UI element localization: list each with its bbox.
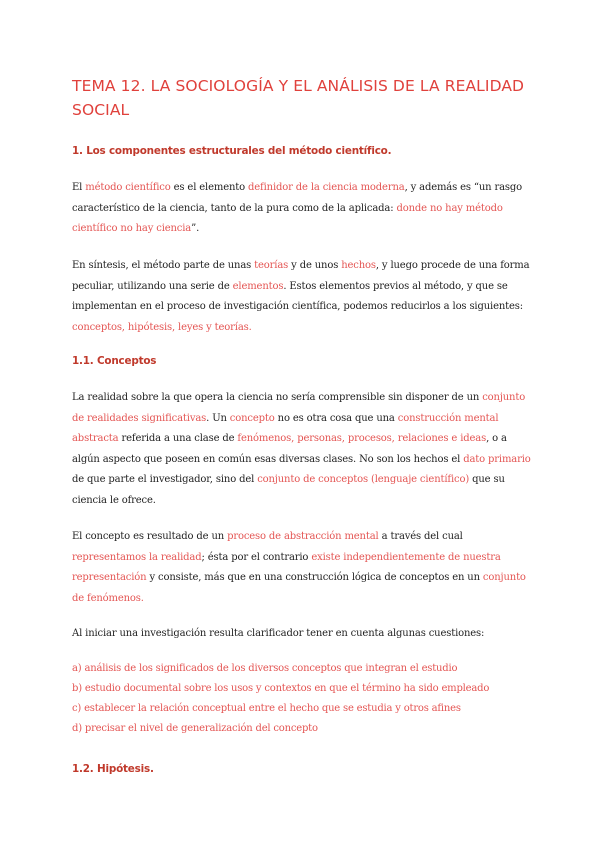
text-segment: de que parte el investigador, sino del — [72, 474, 258, 485]
text-segment: y consiste, más que en una construcción lógica de conceptos en un — [146, 572, 483, 583]
list-item-b: b) estudio documental sobre los usos y contextos en que el término ha sido empleado — [72, 683, 490, 694]
text-segment: a través del cual — [378, 531, 463, 542]
section-1-1-paragraph-1 — [72, 388, 534, 511]
text-segment: , y además es “un rasgo característico de la ciencia, tanto de la pura como de la aplicada: — [72, 182, 523, 214]
list-item-d: d) precisar el nivel de generalización del concepto — [72, 723, 318, 734]
section-1-1-paragraph-3: Al iniciar una investigación resulta clarificador tener en cuenta algunas cuestiones: — [72, 628, 485, 639]
text-segment: , y luego procede de una forma peculiar, utilizando una serie de — [72, 260, 530, 292]
section-1-2-heading: 1.2. Hipótesis. — [72, 763, 154, 775]
text-segment: En síntesis, el método parte de unas — [72, 260, 255, 271]
list-item-c: c) establecer la relación conceptual entre el hecho que se estudia y otros afines — [72, 703, 461, 714]
text-segment: El — [72, 182, 86, 193]
highlighted-text: existe independientemente de nuestra representación — [72, 551, 501, 583]
highlighted-text: proceso de abstracción mental — [227, 531, 379, 542]
section-1-paragraph-2 — [72, 256, 534, 338]
text-segment: que su ciencia le ofrece. — [72, 474, 505, 506]
highlighted-text: conjunto de conceptos (lenguaje científico) — [257, 474, 470, 485]
text-segment: y de unos — [288, 260, 342, 271]
section-1-1-paragraph-2 — [72, 527, 534, 609]
text-segment: referida a una clase de — [118, 433, 238, 444]
text-segment: La realidad sobre la que opera la ciencia no sería comprensible sin disponer de un — [72, 392, 483, 403]
section-1-1-heading: 1.1. Conceptos — [72, 355, 157, 367]
highlighted-text: hechos — [341, 260, 376, 271]
section-1-paragraph-1 — [72, 178, 534, 240]
highlighted-text: construcción mental abstracta — [72, 412, 499, 444]
highlighted-text: representamos la realidad — [72, 551, 202, 563]
highlighted-text: definidor de la ciencia moderna — [248, 182, 405, 193]
highlighted-text: elementos — [232, 280, 284, 292]
text-segment: El concepto es resultado de un — [72, 531, 228, 542]
highlighted-text: concepto — [229, 412, 275, 424]
section-1-heading: 1. Los componentes estructurales del método científico. — [72, 145, 392, 157]
highlighted-text: conjunto de realidades significativas — [72, 392, 526, 424]
text-segment: . Estos elementos previos al método, y que se implementan en el proceso de investigación científica, podemos reducirlos a los siguientes: — [72, 280, 523, 312]
highlighted-text: dato primario — [463, 453, 531, 465]
text-segment: ; ésta por el contrario — [201, 551, 312, 563]
text-segment: , o a algún aspecto que poseen en común esas diversas clases. No son los hechos el — [72, 433, 507, 465]
highlighted-text: conceptos, hipótesis, leyes y teorías. — [72, 321, 252, 333]
text-segment: ”. — [191, 223, 200, 234]
list-item-a: a) análisis de los significados de los diversos conceptos que integran el estudio — [72, 663, 458, 674]
highlighted-text: método científico — [85, 182, 171, 193]
highlighted-text: fenómenos, personas, procesos, relaciones e ideas — [237, 433, 487, 444]
highlighted-text: teorías — [254, 260, 289, 271]
highlighted-text: conjunto de fenómenos. — [72, 572, 526, 604]
text-segment: . Un — [206, 412, 230, 424]
highlighted-text: donde no hay método científico no hay ciencia — [72, 202, 503, 234]
page-title: TEMA 12. LA SOCIOLOGÍA Y EL ANÁLISIS DE LA REALIDAD SOCIAL — [72, 77, 525, 119]
text-segment: es el elemento — [170, 182, 249, 193]
text-segment: no es otra cosa que una — [274, 412, 398, 424]
